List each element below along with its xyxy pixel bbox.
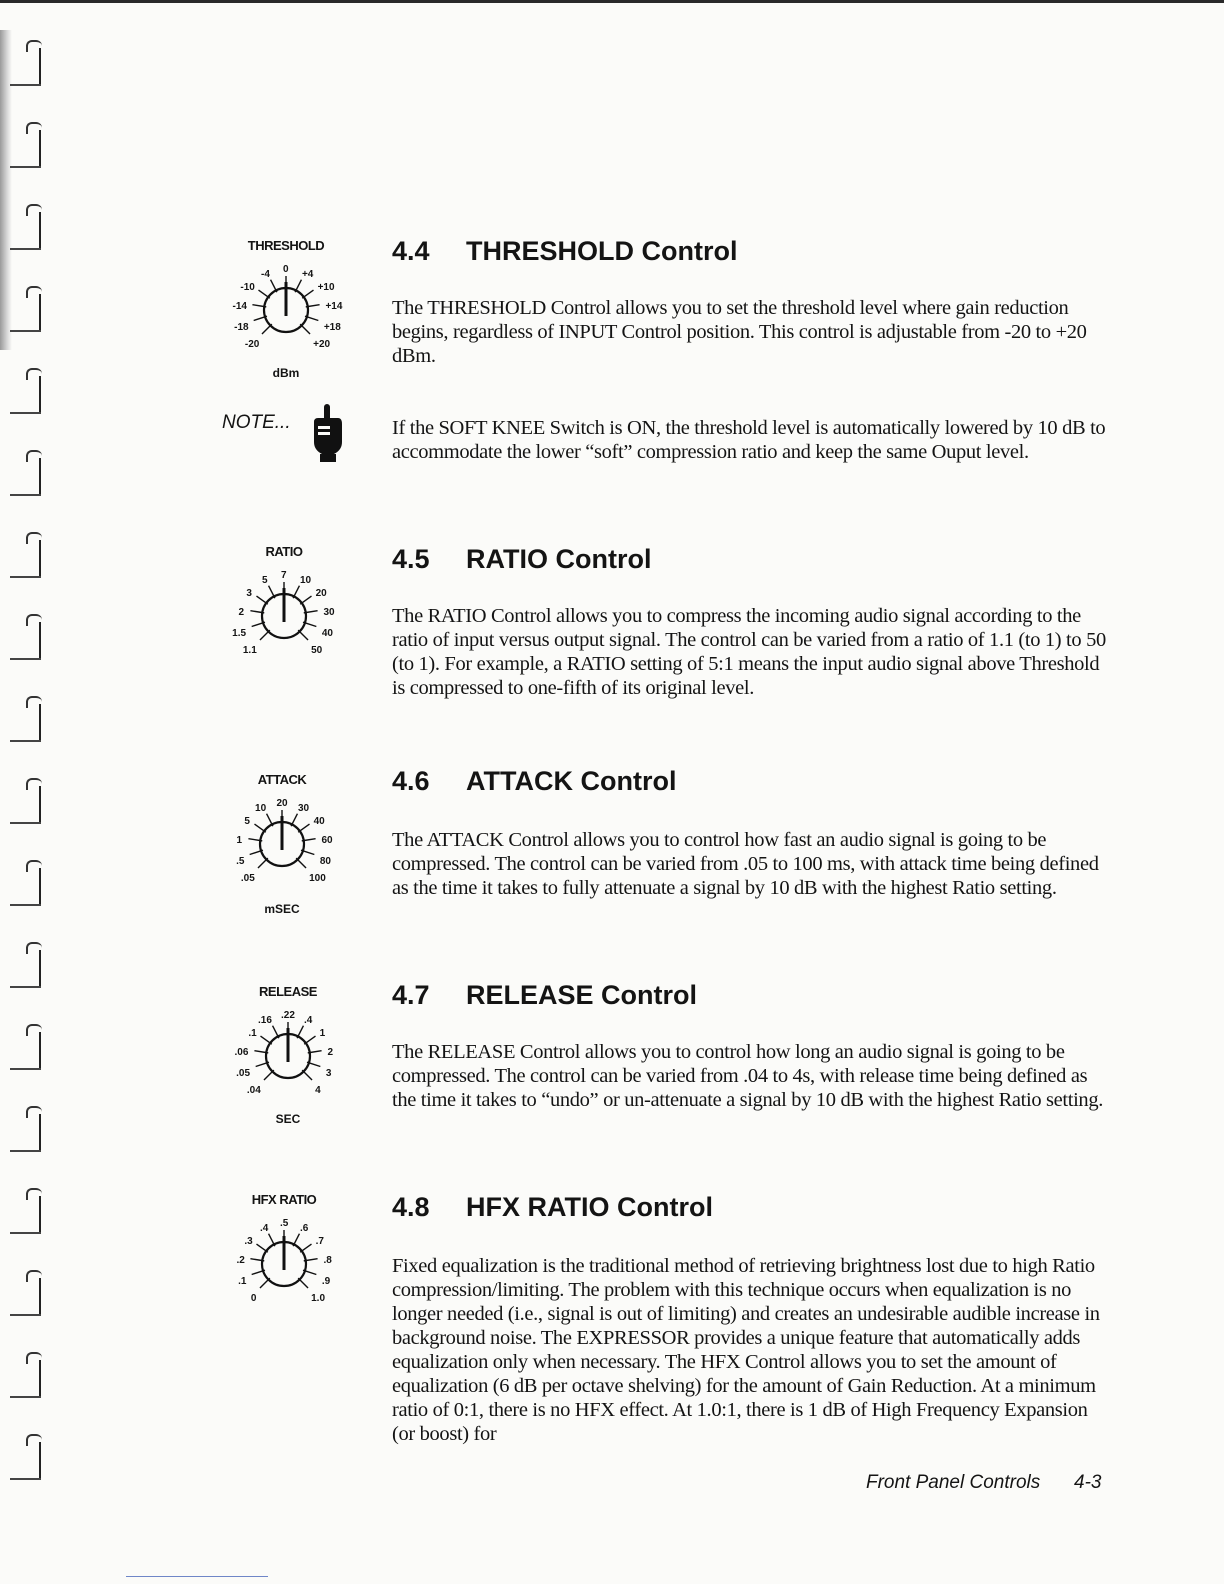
hfx-knob-dial: [214, 1192, 354, 1342]
knob-tick-label: 1: [319, 1028, 326, 1040]
spiral-coil: [6, 1352, 42, 1400]
knob-tick-label: .4: [303, 1014, 313, 1026]
spiral-coil: [6, 1434, 42, 1482]
knob-tick-label: 2: [327, 1047, 334, 1059]
knob-tick-label: 20: [315, 588, 327, 600]
knob-tick-label: -10: [240, 282, 255, 294]
knob-tick-label: 10: [299, 574, 312, 586]
section-number: 4.5: [392, 544, 430, 574]
knob-tick-mark: [267, 814, 273, 826]
knob-tick-label: 1.0: [311, 1293, 326, 1305]
footer-title: Front Panel Controls: [866, 1472, 1041, 1493]
release-knob-label: RELEASE: [259, 984, 317, 999]
knob-tick-mark: [304, 1036, 315, 1044]
knob-tick-label: 30: [323, 607, 335, 619]
release-knob[interactable]: [218, 984, 358, 1144]
bottom-edge-rule: [126, 1576, 268, 1577]
threshold-heading: [392, 236, 737, 267]
knob-tick-mark: [298, 824, 309, 832]
knob-tick-label: 0: [250, 1293, 257, 1305]
threshold-knob-label: THRESHOLD: [247, 238, 325, 253]
knob-tick-mark: [298, 1278, 308, 1288]
spiral-coil: [6, 860, 42, 908]
top-edge-rule: [0, 0, 1224, 3]
knob-tick-label: 7: [281, 570, 287, 581]
knob-tick-mark: [300, 324, 310, 334]
hfx-heading: [392, 1192, 713, 1223]
knob-tick-label: 4: [315, 1085, 321, 1097]
knob-tick-mark: [300, 596, 311, 604]
knob-tick-mark: [269, 1234, 275, 1246]
knob-tick-label: .16: [258, 1014, 272, 1026]
attack-knob-label: ATTACK: [257, 772, 307, 787]
hfx-ratio-knob[interactable]: [214, 1192, 354, 1352]
knob-tick-mark: [296, 858, 306, 868]
attack-knob-unit: mSEC: [264, 902, 300, 916]
knob-tick-mark: [260, 1278, 270, 1288]
knob-tick-mark: [298, 630, 308, 640]
spiral-coil: [6, 696, 42, 744]
ratio-knob-dial: [214, 544, 354, 694]
knob-tick-mark: [256, 596, 267, 604]
spiral-coil: [6, 122, 42, 170]
pointing-hand-icon: [308, 402, 344, 462]
section-number: 4.6: [392, 766, 430, 796]
release-body: The RELEASE Control allows you to control how long an audio signal is going to be compressed. The control can be varied from .04 to 4s, with release time being defined as the time it takes to “undo” or un-attenuate a signal by 10 dB with the highest Ratio setting.: [392, 1041, 1103, 1111]
knob-tick-label: 1: [236, 835, 243, 847]
hfx-ratio-knob-label: HFX RATIO: [251, 1192, 317, 1207]
knob-tick-label: .4: [260, 1222, 269, 1234]
knob-tick-label: -18: [234, 321, 249, 333]
spiral-coil: [6, 1270, 42, 1318]
knob-tick-mark: [264, 1070, 274, 1080]
knob-tick-label: 1.1: [242, 645, 257, 657]
knob-tick-label: .05: [240, 873, 255, 885]
spiral-coil: [6, 778, 42, 826]
knob-tick-mark: [254, 824, 265, 832]
knob-tick-mark: [300, 1244, 311, 1252]
spiral-coil: [6, 1188, 42, 1236]
section-number: 4.7: [392, 980, 430, 1010]
knob-tick-label: 0: [283, 264, 289, 275]
section-title: RATIO Control: [466, 544, 652, 574]
ratio-knob-label: RATIO: [265, 544, 303, 559]
knob-tick-label: 40: [313, 816, 325, 828]
page-number: 4-3: [1074, 1472, 1102, 1493]
spiral-coil: [6, 204, 42, 252]
knob-tick-label: +4: [301, 268, 314, 280]
knob-tick-mark: [256, 1244, 267, 1252]
knob-tick-label: .5: [236, 855, 245, 867]
attack-heading: [392, 766, 676, 797]
knob-tick-label: .2: [236, 1255, 245, 1267]
spiral-coil: [6, 368, 42, 416]
spiral-coil: [6, 286, 42, 334]
knob-tick-label: .1: [248, 1028, 257, 1040]
knob-tick-label: 40: [321, 627, 333, 639]
section-number: 4.4: [392, 236, 430, 266]
knob-tick-label: 10: [255, 802, 267, 814]
ratio-knob[interactable]: [214, 544, 354, 704]
spiral-coil: [6, 614, 42, 662]
knob-tick-label: 30: [297, 802, 310, 814]
knob-tick-label: 100: [309, 873, 326, 885]
knob-tick-label: +14: [325, 301, 343, 313]
knob-tick-label: .9: [321, 1275, 331, 1287]
knob-tick-label: 60: [321, 835, 333, 847]
section-title: THRESHOLD Control: [466, 236, 738, 266]
section-title: HFX RATIO Control: [466, 1192, 713, 1222]
knob-tick-mark: [293, 1234, 299, 1246]
section-title: RELEASE Control: [466, 980, 698, 1010]
spiral-coil: [6, 1106, 42, 1154]
knob-tick-label: 1.5: [232, 627, 247, 639]
knob-tick-mark: [260, 1036, 271, 1044]
knob-tick-label: 80: [319, 855, 331, 867]
knob-tick-mark: [262, 324, 272, 334]
hfx-body: Fixed equalization is the traditional method of retrieving brightness lost due to high Ratio compression/limiting. The problem with this technique occurs when equalization is no longer needed (i.e., signal is out of limiting) and creates an undesirable audible increase in background noise. The EXPRESSOR provides a unique feature that automatically adds equalization only when necessary. The HFX Control allows you to set the amount of equalization (6 dB per octave shelving) for the amount of Gain Reduction. At a minimum ratio of 0:1, there is no HFX effect. At 1.0:1, there is 1 dB of High Frequency Expansion (or boost) for: [392, 1255, 1100, 1445]
knob-tick-label: .3: [244, 1236, 253, 1248]
spiral-coil: [6, 450, 42, 498]
knob-tick-label: .05: [236, 1067, 251, 1079]
section-title: ATTACK Control: [466, 766, 677, 796]
knob-tick-mark: [291, 814, 297, 826]
ratio-heading: [392, 544, 651, 575]
spiral-binding: [0, 30, 48, 1570]
knob-tick-label: 3: [325, 1067, 332, 1079]
threshold-body: The THRESHOLD Control allows you to set the threshold level where gain reduction begins, regardless of INPUT Control position. This control is adjustable from -20 to +20 dBm.: [392, 297, 1087, 367]
knob-tick-label: -4: [261, 268, 270, 280]
knob-tick-label: +20: [313, 339, 331, 351]
knob-tick-label: 3: [246, 588, 252, 600]
spiral-coil: [6, 40, 42, 88]
release-knob-unit: SEC: [275, 1112, 301, 1126]
threshold-knob-unit: dBm: [272, 366, 300, 380]
note-callout: [222, 402, 352, 464]
knob-tick-mark: [302, 1070, 312, 1080]
knob-tick-mark: [297, 1026, 303, 1038]
knob-tick-mark: [258, 858, 268, 868]
knob-tick-label: -20: [244, 339, 260, 351]
release-heading: [392, 980, 697, 1011]
knob-tick-label: 2: [238, 607, 245, 619]
spiral-coil: [6, 942, 42, 990]
knob-tick-label: .06: [234, 1047, 249, 1059]
attack-knob-dial: [212, 772, 352, 922]
knob-tick-mark: [271, 280, 277, 292]
knob-tick-label: .04: [246, 1085, 261, 1097]
spiral-coil: [6, 532, 42, 580]
knob-tick-mark: [260, 630, 270, 640]
knob-tick-mark: [295, 280, 301, 292]
attack-body: The ATTACK Control allows you to control how fast an audio signal is going to be compressed. The control can be varied from .05 to 100 ms, with attack time being defined as the time it takes to fully attenuate a signal by 10 dB with the highest Ratio setting.: [392, 829, 1099, 899]
knob-tick-label: .1: [238, 1275, 247, 1287]
knob-tick-label: .22: [281, 1010, 295, 1021]
knob-tick-mark: [258, 290, 269, 298]
knob-tick-label: .7: [315, 1236, 324, 1248]
knob-tick-label: 5: [262, 574, 268, 586]
knob-tick-mark: [273, 1026, 279, 1038]
knob-tick-label: +18: [323, 321, 341, 333]
knob-tick-mark: [269, 586, 275, 598]
threshold-knob[interactable]: [216, 238, 356, 398]
ratio-body: The RATIO Control allows you to compress the incoming audio signal according to the ratio of input versus output signal. The control can be varied from a ratio of 1.1 (to 1) to 50 (to 1). For example, a RATIO setting of 5:1 means the input audio signal above Threshold is compressed to one-fifth of its original level.: [392, 605, 1106, 699]
knob-tick-label: .5: [280, 1218, 289, 1229]
knob-tick-label: .8: [323, 1255, 332, 1267]
knob-tick-label: 5: [244, 816, 250, 828]
knob-tick-mark: [293, 586, 299, 598]
attack-knob[interactable]: [212, 772, 352, 932]
knob-tick-mark: [302, 290, 313, 298]
knob-tick-label: +10: [317, 282, 335, 294]
knob-tick-label: -14: [232, 301, 247, 313]
section-number: 4.8: [392, 1192, 430, 1222]
note-body: If the SOFT KNEE Switch is ON, the threshold level is automatically lowered by 10 dB to accommodate the lower “soft” compression ratio and keep the same Ouput level.: [392, 417, 1106, 463]
spiral-coil: [6, 1024, 42, 1072]
knob-tick-label: .6: [299, 1222, 309, 1234]
knob-tick-label: 50: [311, 645, 323, 657]
knob-tick-label: 20: [276, 798, 288, 809]
note-label: NOTE...: [222, 412, 291, 433]
